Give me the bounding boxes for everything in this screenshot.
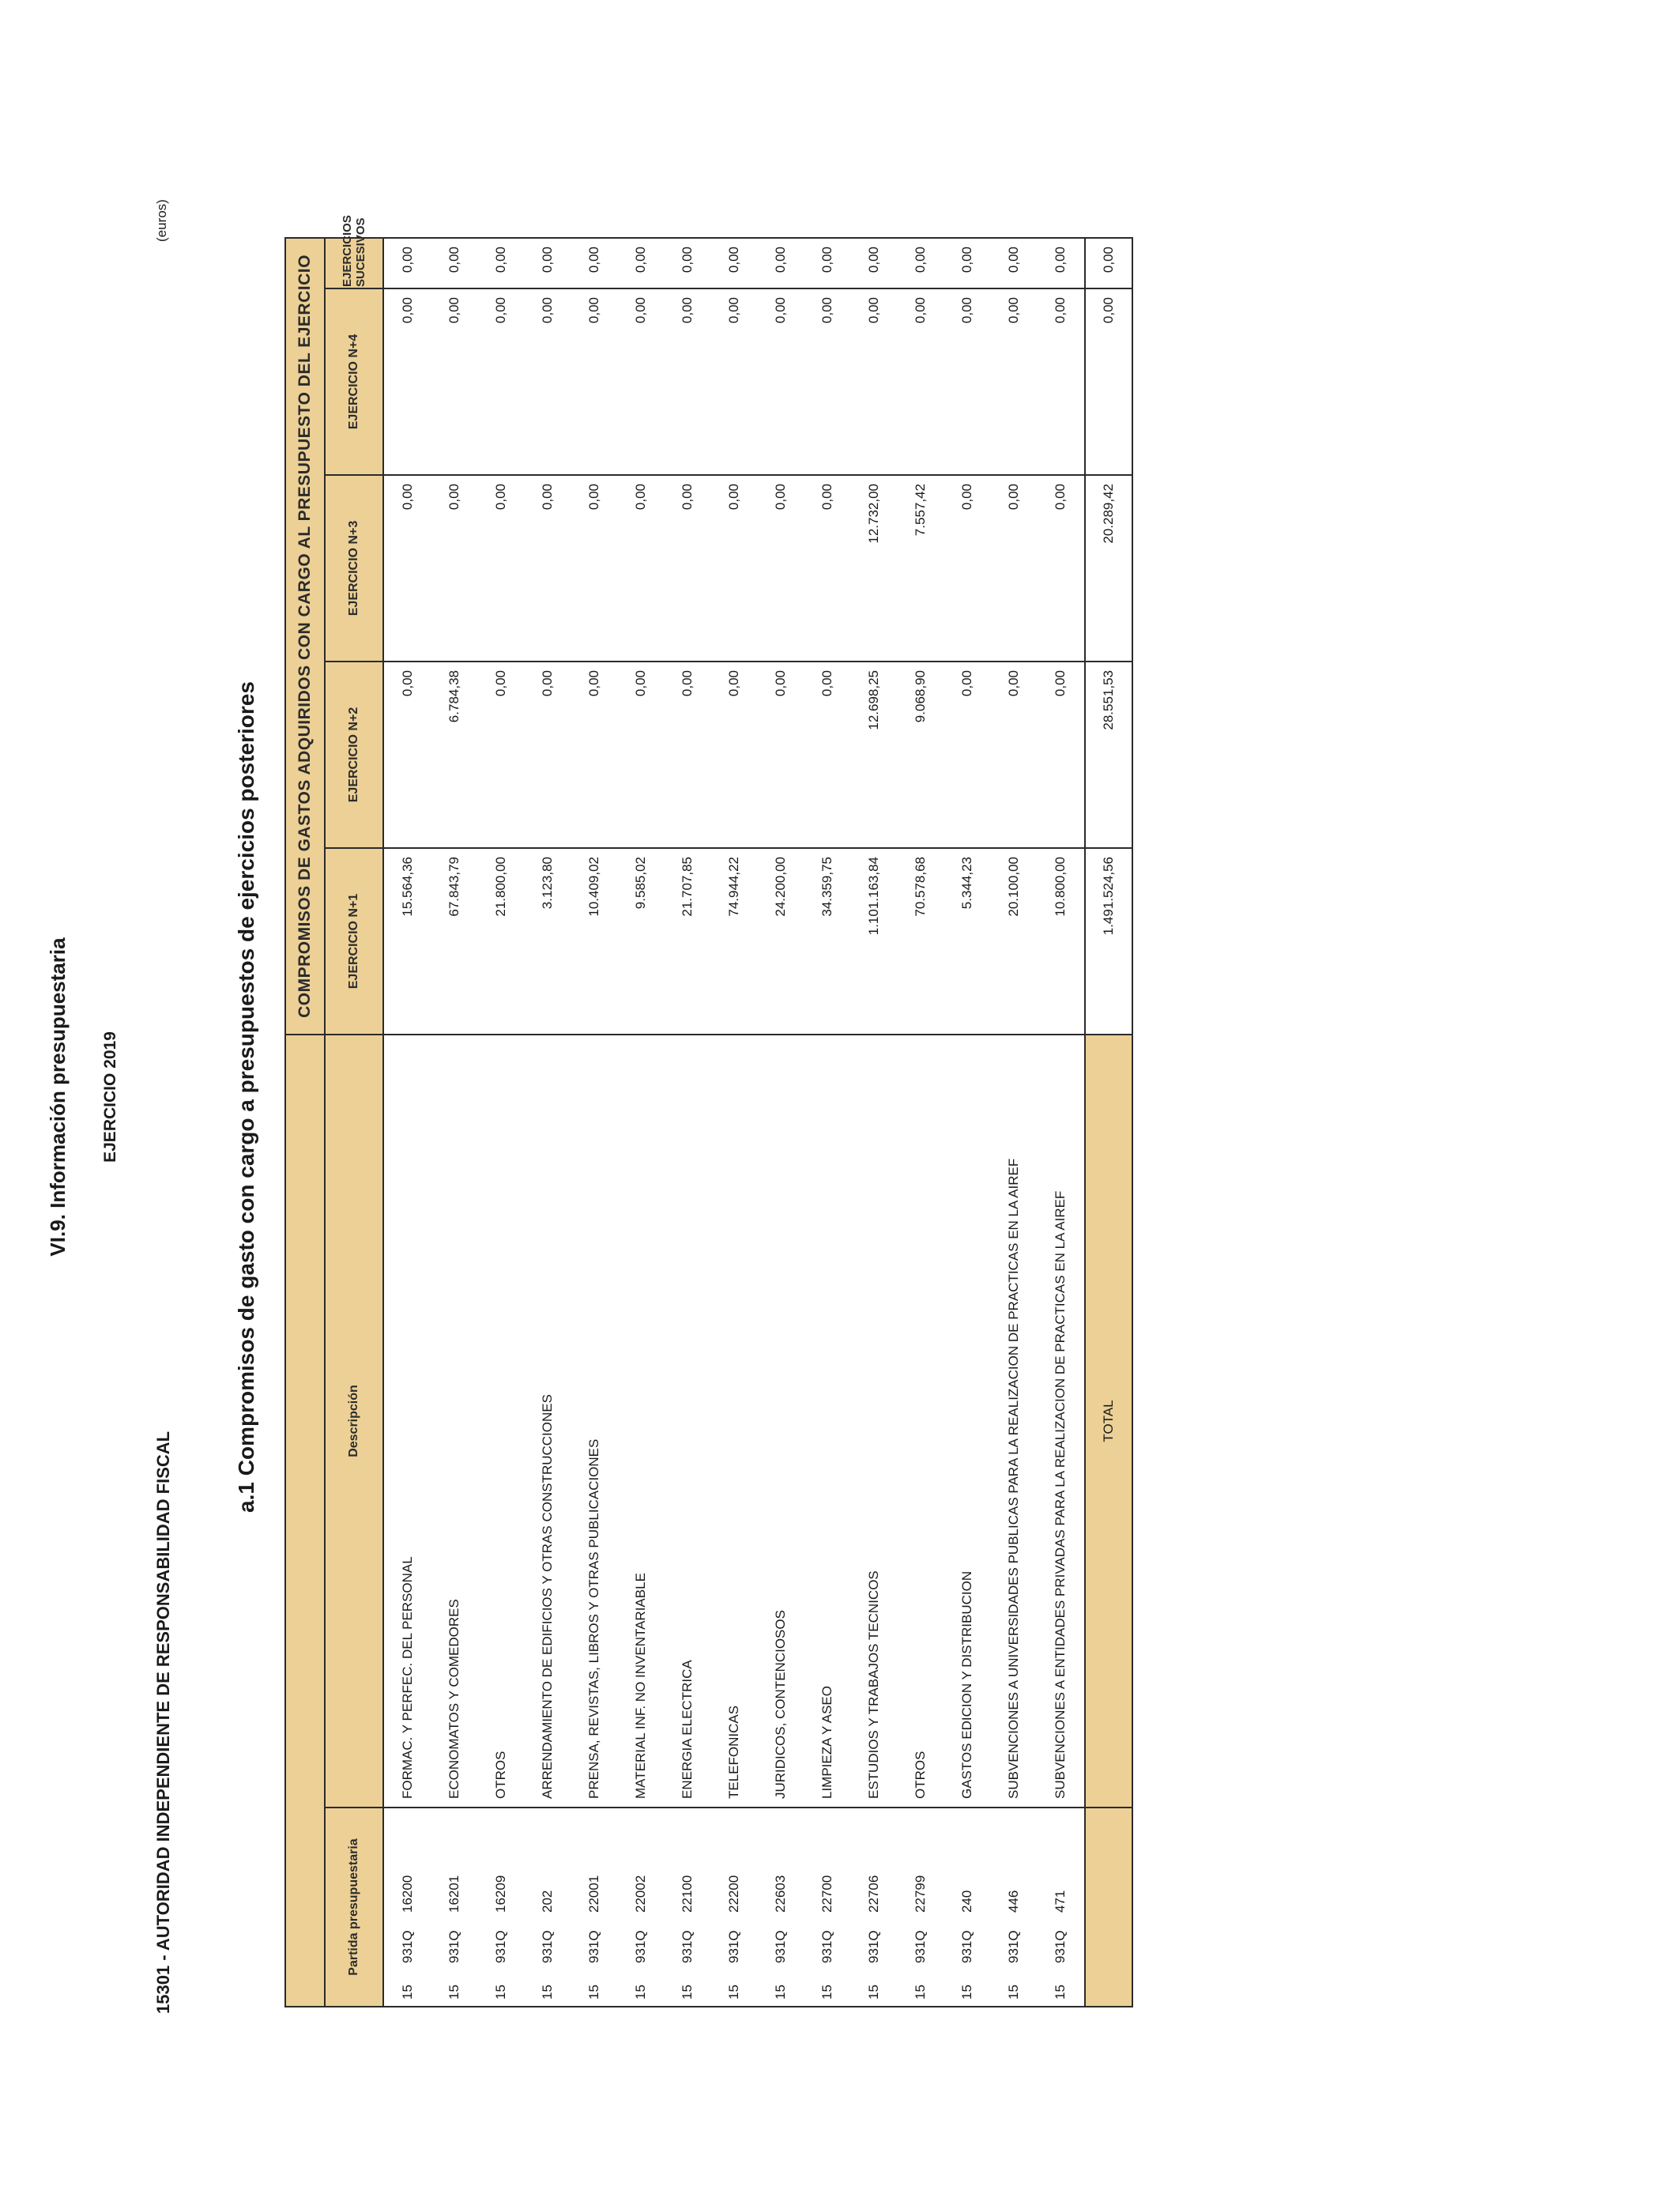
- n4-cell: 0,00: [897, 288, 944, 475]
- table-row: [664, 238, 710, 2007]
- n4-cell: 0,00: [617, 288, 664, 475]
- total-sucesivos: 0,00: [1085, 238, 1132, 288]
- n1-cell: 3.123,80: [524, 848, 571, 1035]
- partida-cell: [383, 1808, 431, 2007]
- sucesivos-cell: 0,00: [1037, 238, 1085, 288]
- table-row: [990, 238, 1037, 2007]
- table-row: [757, 238, 804, 2007]
- total-n3: 20.289,42: [1085, 475, 1132, 662]
- n2-cell: 0,00: [710, 662, 757, 848]
- partida-concepto: 471: [1053, 1890, 1068, 1913]
- table-row: [524, 238, 571, 2007]
- partida-cell: [757, 1808, 804, 2007]
- commitments-table: [284, 215, 1133, 2007]
- descripcion-cell: ESTUDIOS Y TRABAJOS TECNICOS: [850, 1035, 897, 1808]
- n4-cell: 0,00: [431, 288, 477, 475]
- partida-org: 15: [632, 1985, 648, 2000]
- table-row: [897, 238, 944, 2007]
- table-row: [1037, 238, 1085, 2007]
- partida-concepto: 16201: [446, 1875, 461, 1913]
- partida-cell: [897, 1808, 944, 2007]
- total-n1: 1.491.524,56: [1085, 848, 1132, 1035]
- sucesivos-cell: 0,00: [383, 238, 431, 288]
- partida-cell: [431, 1808, 477, 2007]
- descripcion-cell: FORMAC. Y PERFEC. DEL PERSONAL: [383, 1035, 431, 1808]
- partida-concepto: 240: [959, 1890, 974, 1913]
- partida-concepto: 22100: [679, 1875, 695, 1913]
- descripcion-cell: OTROS: [897, 1035, 944, 1808]
- partida-programa: 931Q: [586, 1930, 601, 1963]
- partida-concepto: 22706: [865, 1875, 881, 1913]
- fiscal-year: EJERCICIO 2019: [101, 1031, 119, 1163]
- n2-cell: 0,00: [524, 662, 571, 848]
- n3-cell: 0,00: [617, 475, 664, 662]
- partida-cell: [990, 1808, 1037, 2007]
- partida-org: 15: [912, 1985, 928, 2000]
- n1-cell: 21.707,85: [664, 848, 710, 1035]
- col-descripcion: Descripción: [325, 1035, 383, 1808]
- n2-cell: 0,00: [617, 662, 664, 848]
- col-sucesivos: EJERCICIOS SUCESIVOS: [325, 238, 383, 288]
- n3-cell: 0,00: [383, 475, 431, 662]
- n4-cell: 0,00: [944, 288, 990, 475]
- n1-cell: 9.585,02: [617, 848, 664, 1035]
- partida-programa: 931Q: [772, 1930, 788, 1963]
- n4-cell: 0,00: [990, 288, 1037, 475]
- sucesivos-cell: 0,00: [664, 238, 710, 288]
- partida-programa: 931Q: [1005, 1930, 1021, 1963]
- n3-cell: 0,00: [990, 475, 1037, 662]
- n3-cell: 0,00: [710, 475, 757, 662]
- partida-org: 15: [819, 1985, 834, 2000]
- n2-cell: 0,00: [1037, 662, 1085, 848]
- partida-concepto: 202: [539, 1890, 555, 1913]
- n3-cell: 0,00: [477, 475, 524, 662]
- table-row: [477, 238, 524, 2007]
- partida-cell: [850, 1808, 897, 2007]
- partida-programa: 931Q: [725, 1930, 741, 1963]
- table-row: [617, 238, 664, 2007]
- total-partida-cell: [1085, 1808, 1132, 2007]
- partida-concepto: 22002: [632, 1875, 648, 1913]
- n2-cell: 0,00: [757, 662, 804, 848]
- table-row: [710, 238, 757, 2007]
- n2-cell: 0,00: [571, 662, 617, 848]
- descripcion-cell: JURIDICOS, CONTENCIOSOS: [757, 1035, 804, 1808]
- n3-cell: 7.557,42: [897, 475, 944, 662]
- partida-programa: 931Q: [492, 1930, 508, 1963]
- n4-cell: 0,00: [571, 288, 617, 475]
- col-n2: EJERCICIO N+2: [325, 662, 383, 848]
- sucesivos-cell: 0,00: [990, 238, 1037, 288]
- partida-programa: 931Q: [399, 1930, 415, 1963]
- col-partida: Partida presupuestaria: [325, 1808, 383, 2007]
- n4-cell: 0,00: [524, 288, 571, 475]
- total-n4: 0,00: [1085, 288, 1132, 475]
- n3-cell: 0,00: [1037, 475, 1085, 662]
- n1-cell: 1.101.163,84: [850, 848, 897, 1035]
- n2-cell: 12.698,25: [850, 662, 897, 848]
- partida-cell: [524, 1808, 571, 2007]
- descripcion-cell: ARRENDAMIENTO DE EDIFICIOS Y OTRAS CONSTRUCCIONES: [524, 1035, 571, 1808]
- partida-programa: 931Q: [446, 1930, 461, 1963]
- n1-cell: 15.564,36: [383, 848, 431, 1035]
- table-body: [383, 238, 1085, 2007]
- n1-cell: 67.843,79: [431, 848, 477, 1035]
- descripcion-cell: LIMPIEZA Y ASEO: [804, 1035, 850, 1808]
- partida-cell: [617, 1808, 664, 2007]
- partida-cell: [477, 1808, 524, 2007]
- sucesivos-cell: 0,00: [617, 238, 664, 288]
- n4-cell: 0,00: [757, 288, 804, 475]
- descripcion-cell: SUBVENCIONES A UNIVERSIDADES PUBLICAS PARA LA REALIZACION DE PRACTICAS EN LA AIREF: [990, 1035, 1037, 1808]
- descripcion-cell: GASTOS EDICION Y DISTRIBUCION: [944, 1035, 990, 1808]
- partida-org: 15: [725, 1985, 741, 2000]
- sucesivos-cell: 0,00: [477, 238, 524, 288]
- partida-concepto: 22603: [772, 1875, 788, 1913]
- partida-org: 15: [492, 1985, 508, 2000]
- n3-cell: 12.732,00: [850, 475, 897, 662]
- partida-concepto: 22001: [586, 1875, 601, 1913]
- partida-concepto: 22200: [725, 1875, 741, 1913]
- partida-concepto: 16209: [492, 1875, 508, 1913]
- partida-cell: [1037, 1808, 1085, 2007]
- partida-programa: 931Q: [912, 1930, 928, 1963]
- n1-cell: 24.200,00: [757, 848, 804, 1035]
- sucesivos-cell: 0,00: [571, 238, 617, 288]
- n2-cell: 6.784,38: [431, 662, 477, 848]
- n4-cell: 0,00: [664, 288, 710, 475]
- group-header-blank: [285, 1035, 325, 2007]
- n2-cell: 0,00: [944, 662, 990, 848]
- n1-cell: 21.800,00: [477, 848, 524, 1035]
- sucesivos-cell: 0,00: [944, 238, 990, 288]
- col-n3: EJERCICIO N+3: [325, 475, 383, 662]
- n4-cell: 0,00: [1037, 288, 1085, 475]
- sucesivos-cell: 0,00: [431, 238, 477, 288]
- n2-cell: 0,00: [383, 662, 431, 848]
- partida-cell: [664, 1808, 710, 2007]
- group-header: COMPROMISOS DE GASTOS ADQUIRIDOS CON CARGO AL PRESUPUESTO DEL EJERCICIO: [285, 238, 325, 1035]
- partida-programa: 931Q: [959, 1930, 974, 1963]
- n1-cell: 20.100,00: [990, 848, 1037, 1035]
- partida-programa: 931Q: [539, 1930, 555, 1963]
- partida-programa: 931Q: [819, 1930, 834, 1963]
- partida-concepto: 16200: [399, 1875, 415, 1913]
- table-row: [571, 238, 617, 2007]
- sucesivos-cell: 0,00: [710, 238, 757, 288]
- n1-cell: 74.944,22: [710, 848, 757, 1035]
- n3-cell: 0,00: [757, 475, 804, 662]
- partida-programa: 931Q: [632, 1930, 648, 1963]
- n1-cell: 5.344,23: [944, 848, 990, 1035]
- partida-org: 15: [959, 1985, 974, 2000]
- n4-cell: 0,00: [804, 288, 850, 475]
- partida-concepto: 22799: [912, 1875, 928, 1913]
- partida-org: 15: [865, 1985, 881, 2000]
- organization-title: 15301 - AUTORIDAD INDEPENDIENTE DE RESPONSABILIDAD FISCAL: [153, 1431, 173, 2014]
- total-label: TOTAL: [1085, 1035, 1132, 1808]
- partida-org: 15: [679, 1985, 695, 2000]
- table-row: [804, 238, 850, 2007]
- n1-cell: 34.359,75: [804, 848, 850, 1035]
- n3-cell: 0,00: [944, 475, 990, 662]
- descripcion-cell: ENERGIA ELECTRICA: [664, 1035, 710, 1808]
- sucesivos-cell: 0,00: [850, 238, 897, 288]
- n1-cell: 10.409,02: [571, 848, 617, 1035]
- col-n1: EJERCICIO N+1: [325, 848, 383, 1035]
- sucesivos-cell: 0,00: [897, 238, 944, 288]
- partida-programa: 931Q: [679, 1930, 695, 1963]
- descripcion-cell: SUBVENCIONES A ENTIDADES PRIVADAS PARA LA REALIZACION DE PRACTICAS EN LA AIREF: [1037, 1035, 1085, 1808]
- sucesivos-cell: 0,00: [804, 238, 850, 288]
- partida-cell: [710, 1808, 757, 2007]
- n2-cell: 0,00: [804, 662, 850, 848]
- partida-org: 15: [586, 1985, 601, 2000]
- descripcion-cell: OTROS: [477, 1035, 524, 1808]
- descripcion-cell: ECONOMATOS Y COMEDORES: [431, 1035, 477, 1808]
- n3-cell: 0,00: [571, 475, 617, 662]
- n2-cell: 0,00: [664, 662, 710, 848]
- descripcion-cell: MATERIAL INF. NO INVENTARIABLE: [617, 1035, 664, 1808]
- n1-cell: 70.578,68: [897, 848, 944, 1035]
- table-row: [431, 238, 477, 2007]
- n4-cell: 0,00: [850, 288, 897, 475]
- partida-programa: 931Q: [865, 1930, 881, 1963]
- n3-cell: 0,00: [664, 475, 710, 662]
- table-subtitle: a.1 Compromisos de gasto con cargo a presupuestos de ejercicios posteriores: [234, 681, 258, 1513]
- n3-cell: 0,00: [804, 475, 850, 662]
- partida-org: 15: [446, 1985, 461, 2000]
- partida-concepto: 22700: [819, 1875, 834, 1913]
- partida-org: 15: [1005, 1985, 1021, 2000]
- sucesivos-cell: 0,00: [524, 238, 571, 288]
- partida-org: 15: [539, 1985, 555, 2000]
- descripcion-cell: PRENSA, REVISTAS, LIBROS Y OTRAS PUBLICACIONES: [571, 1035, 617, 1808]
- partida-cell: [944, 1808, 990, 2007]
- descripcion-cell: TELEFONICAS: [710, 1035, 757, 1808]
- n2-cell: 9.068,90: [897, 662, 944, 848]
- n4-cell: 0,00: [477, 288, 524, 475]
- n3-cell: 0,00: [524, 475, 571, 662]
- n1-cell: 10.800,00: [1037, 848, 1085, 1035]
- total-n2: 28.551,53: [1085, 662, 1132, 848]
- partida-programa: 931Q: [1053, 1930, 1068, 1963]
- partida-cell: [804, 1808, 850, 2007]
- n3-cell: 0,00: [431, 475, 477, 662]
- n4-cell: 0,00: [710, 288, 757, 475]
- partida-org: 15: [1053, 1985, 1068, 2000]
- partida-cell: [571, 1808, 617, 2007]
- col-n4: EJERCICIO N+4: [325, 288, 383, 475]
- n2-cell: 0,00: [477, 662, 524, 848]
- n2-cell: 0,00: [990, 662, 1037, 848]
- table-row: [383, 238, 431, 2007]
- partida-org: 15: [399, 1985, 415, 2000]
- table-row: [944, 238, 990, 2007]
- sucesivos-cell: 0,00: [757, 238, 804, 288]
- section-title: VI.9. Información presupuestaria: [46, 937, 70, 1257]
- n4-cell: 0,00: [383, 288, 431, 475]
- units-label: (euros): [154, 199, 169, 242]
- partida-org: 15: [772, 1985, 788, 2000]
- table-row: [850, 238, 897, 2007]
- partida-concepto: 446: [1005, 1890, 1021, 1913]
